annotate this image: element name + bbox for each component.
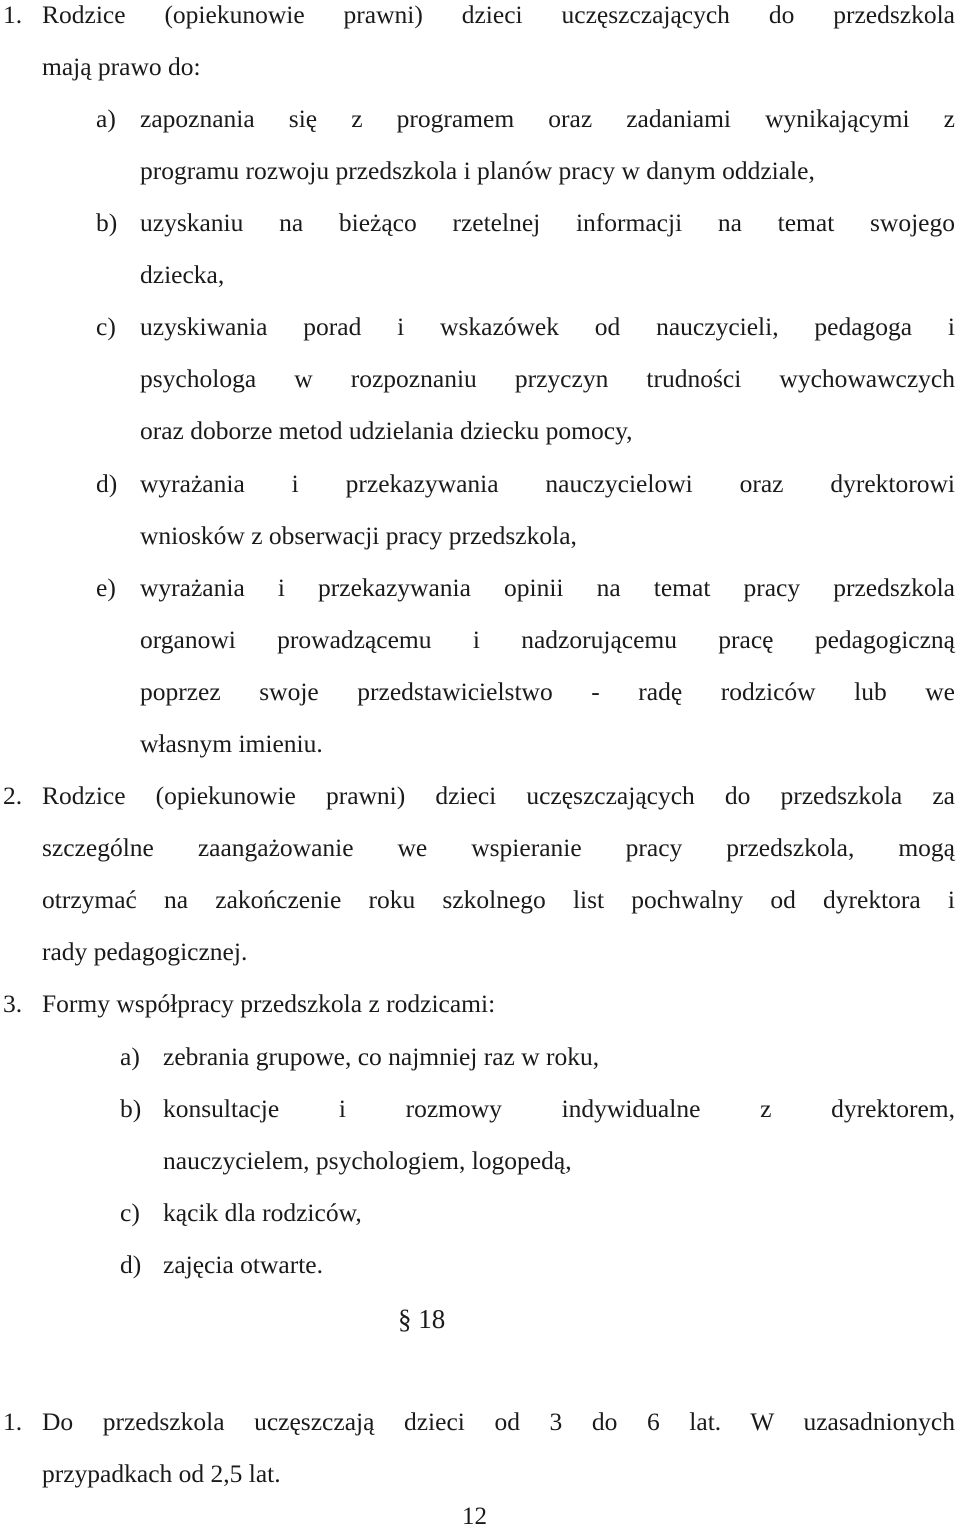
section1-item-a-line-2: programu rozwoju przedszkola i planów pracy w danym oddziale,	[140, 156, 815, 185]
section1-item-c-label: c)	[96, 312, 116, 341]
section1-item-c-line-2: psychologa w rozpoznaniu przyczyn trudności wychowawczych	[140, 364, 955, 393]
section1-line-1: Rodzice (opiekunowie prawni) dzieci uczęszczających do przedszkola	[42, 0, 955, 29]
section3-item-c-line-1: kącik dla rodziców,	[163, 1198, 362, 1227]
section4-line-2: przypadkach od 2,5 lat.	[42, 1459, 281, 1488]
section1-item-d-line-1: wyrażania i przekazywania nauczycielowi oraz dyrektorowi	[140, 469, 955, 498]
section1-item-e-line-1: wyrażania i przekazywania opinii na temat pracy przedszkola	[140, 573, 955, 602]
section1-item-a-line-1: zapoznania się z programem oraz zadaniami wynikającymi z	[140, 104, 955, 133]
page-number: 12	[462, 1503, 487, 1530]
section1-item-b-line-2: dziecka,	[140, 260, 225, 289]
section1-item-e-line-4: własnym imieniu.	[140, 729, 323, 758]
paragraph-heading	[398, 1302, 445, 1336]
paragraph-symbol: §	[398, 1304, 412, 1334]
section4-line-1: Do przedszkola uczęszczają dzieci od 3 do 6 lat. W uzasadnionych	[42, 1407, 955, 1436]
section1-item-b-line-1: uzyskaniu na bieżąco rzetelnej informacji na temat swojego	[140, 208, 955, 237]
section3-item-b-line-1: konsultacje i rozmowy indywidualne z dyrektorem,	[163, 1094, 955, 1123]
section1-item-a-label: a)	[96, 104, 116, 133]
paragraph-number: 18	[418, 1304, 446, 1334]
section1-item-e-label: e)	[96, 573, 116, 602]
section2-number: 2.	[3, 781, 23, 810]
section2-line-3: otrzymać na zakończenie roku szkolnego list pochwalny od dyrektora i	[42, 885, 955, 914]
section1-item-b-label: b)	[96, 208, 118, 237]
section1-number: 1.	[3, 0, 23, 29]
section3-number: 3.	[3, 989, 23, 1018]
section2-line-1: Rodzice (opiekunowie prawni) dzieci uczęszczających do przedszkola za	[42, 781, 955, 810]
section1-item-c-line-1: uzyskiwania porad i wskazówek od nauczycieli, pedagoga i	[140, 312, 955, 341]
section3-item-b-line-2: nauczycielem, psychologiem, logopedą,	[163, 1146, 572, 1175]
section3-item-d-line-1: zajęcia otwarte.	[163, 1250, 323, 1279]
section4-number: 1.	[3, 1407, 23, 1436]
section1-line-2: mają prawo do:	[42, 52, 201, 81]
section3-item-a-line-1: zebrania grupowe, co najmniej raz w roku,	[163, 1042, 600, 1071]
section1-item-d-label: d)	[96, 469, 118, 498]
section3-item-d-label: d)	[120, 1250, 142, 1279]
section1-item-c-line-3: oraz doborze metod udzielania dziecku pomocy,	[140, 416, 633, 445]
section3-item-c-label: c)	[120, 1198, 140, 1227]
section1-item-e-line-3: poprzez swoje przedstawicielstwo - radę rodziców lub we	[140, 677, 955, 706]
section3-line-1: Formy współpracy przedszkola z rodzicami:	[42, 989, 496, 1018]
section1-item-e-line-2: organowi prowadzącemu i nadzorującemu pracę pedagogiczną	[140, 625, 955, 654]
section1-item-d-line-2: wniosków z obserwacji pracy przedszkola,	[140, 521, 577, 550]
section2-line-2: szczególne zaangażowanie we wspieranie pracy przedszkola, mogą	[42, 833, 955, 862]
section3-item-b-label: b)	[120, 1094, 142, 1123]
section3-item-a-label: a)	[120, 1042, 140, 1071]
section2-line-4: rady pedagogicznej.	[42, 937, 248, 966]
